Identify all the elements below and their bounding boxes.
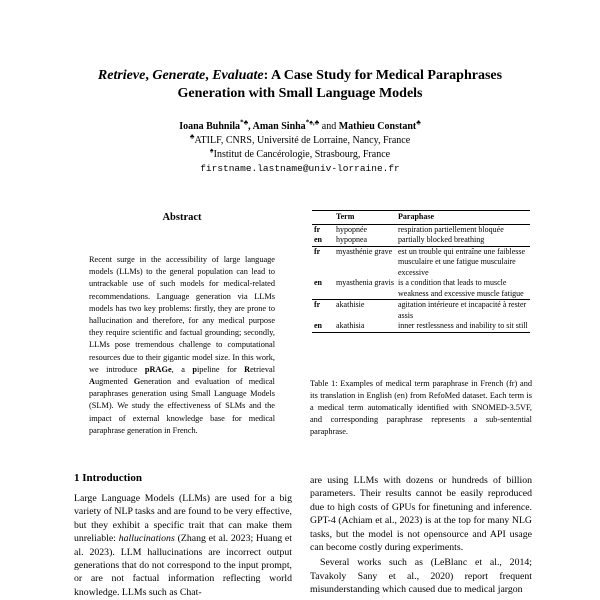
right-paragraph-1: are using LLMs with dozens or hundreds of billion parameters. Their results cannot be easily reproduced due to high costs of GPUs for finetuning and inference. GPT-4 (Achiam et al., 2023) is at the top for many NLG tasks, but the model is not opensource and API usage can become costly during experiments.	[310, 475, 532, 554]
table-caption: Table 1: Examples of medical term paraphrase in French (fr) and its translation in English (en) from RefoMed dataset. Each term is a medical term automatically identified with SNOMED-3.5VF, and corresponding paraphrase represents a sub-sentential paraphrase.	[310, 379, 532, 436]
abstract-text: Recent surge in the accessibility of large language models (LLMs) to the general population can lead to untrackable use of such models for medical-related recommendations. Language generation via LLMs models has two key problems: firstly, they are prone to hallucination and therefore, for any medical purpose they require scientific and factual grounding; secondly, LLMs pose tremendous challenge to computational resources due to their gigantic model size. In this work, we introduce pRAGe, a pipeline for Retrieval Augmented Generation and evaluation of medical paraphrases generation using Small Language Models (SLM). We study the effectiveness of SLMs and the impact of external knowledge base for medical paraphrase generation in French.	[89, 255, 275, 435]
title-line-2: Generation with Small Language Models	[177, 86, 423, 101]
author-names: Ioana Buhnila*♣, Aman Sinha*♠,♣ and Mathieu Constant♣	[179, 118, 421, 132]
table-row: fr myasthénie grave est un trouble qui entraîne une faiblesse musculaire et une fatigue musculaire excessive	[312, 246, 530, 278]
authors-block	[0, 120, 600, 176]
paper-title: Retrieve, Generate, Evaluate: A Case Study for Medical Paraphrases Generation with Small Language Models	[0, 67, 600, 103]
right-paragraph-2: Several works such as (LeBlanc et al., 2014; Tavakoly Sany et al., 2020) report frequent misunderstanding which caused due to medical jargon	[310, 557, 532, 596]
right-column-text	[310, 474, 532, 597]
title-word-evaluate: Evaluate	[212, 68, 264, 83]
table-row: fr akathisie agitation intérieure et incapacité à rester assis	[312, 300, 530, 322]
table-header-row: Term Paraphase	[312, 211, 530, 225]
title-word-generate: Generate	[152, 68, 206, 83]
author-email[interactable]: firstname.lastname@univ-lorraine.fr	[200, 163, 400, 174]
table-1	[312, 210, 530, 333]
table-row: fr hypopnée respiration partiellement bloquée	[312, 224, 530, 235]
title-word-retrieve: Retrieve	[97, 68, 146, 83]
affiliation-1: ♣ATILF, CNRS, Université de Lorraine, Nancy, France	[189, 132, 411, 146]
abstract-heading: Abstract	[162, 212, 202, 223]
table-row: en myasthenia gravis is a condition that leads to muscle weakness and excessive muscle fatigue	[314, 278, 524, 298]
intro-paragraph: Large Language Models (LLMs) are used for a big variety of NLP tasks and are found to be very effective, but they exhibit a specific trait that can make them unreliable: hallucinations (Zhang et al. 2023; Huang et al. 2023). LLM hallucinations are incorrect output generations that do not correspond to the input prompt, or are not factual information reflecting world knowledge. LLMs such as Chat-	[74, 493, 292, 598]
table-row: en hypopnea partially blocked breathing	[314, 235, 485, 244]
affiliation-2: ♠Institut de Cancérologie, Strasbourg, France	[209, 146, 391, 160]
table-row: en akathisia inner restlessness and inability to sit still	[312, 321, 530, 332]
section-heading-introduction: 1 Introduction	[74, 472, 142, 484]
